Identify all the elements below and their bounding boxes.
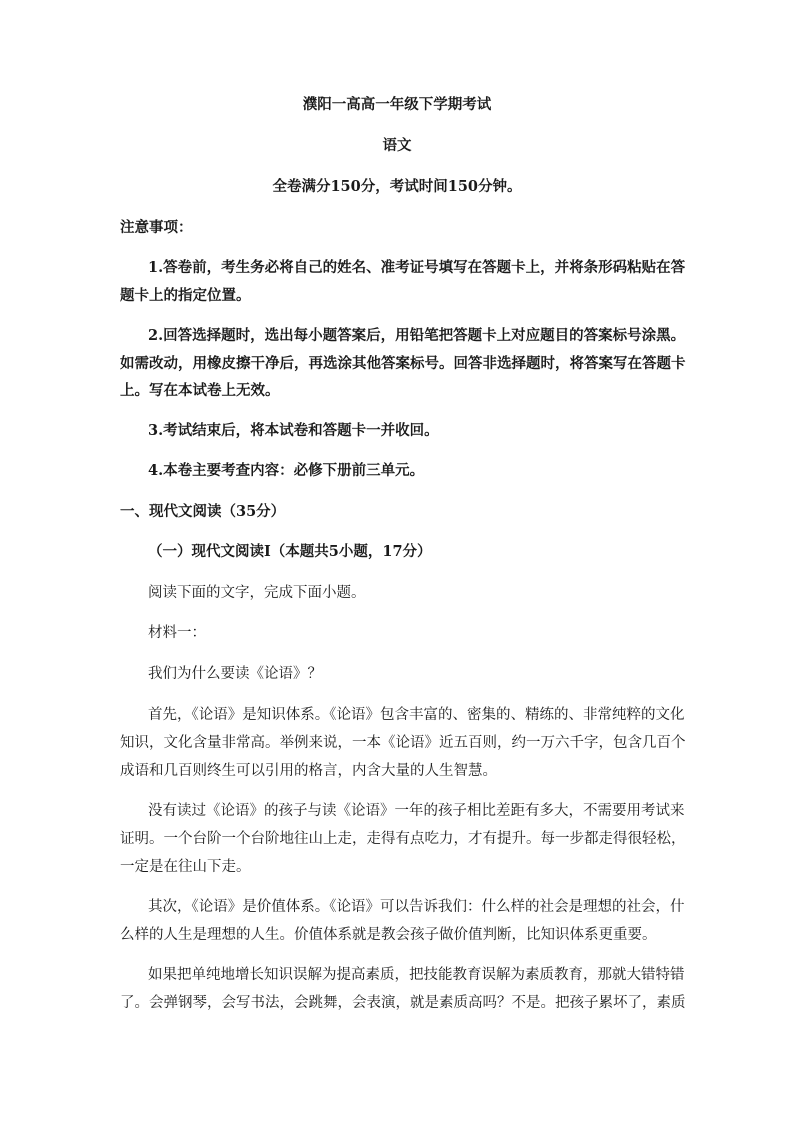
paragraph-4-line-1: 如果把单纯地增长知识误解为提高素质，把技能教育误解为素质教育，那就大错特错 [148,967,685,983]
notice-heading: 注意事项： [120,219,193,236]
paragraph-3-line-2: 么样的人生是理想的人生。价值体系就是教会孩子做价值判断，比知识体系更重要。 [120,927,657,943]
paragraph-4-line-2: 了。会弹钢琴，会写书法，会跳舞，会表演，就是素质高吗？不是。把孩子累坏了，素质 [120,995,686,1011]
exam-info: 全卷满分150分，考试时间150分钟。 [272,178,522,195]
notice-item-3: 3.考试结束后，将本试卷和答题卡一并收回。 [148,422,439,439]
notice-item-4: 4.本卷主要考查内容：必修下册前三单元。 [148,462,425,479]
paragraph-2-line-1: 没有读过《论语》的孩子与读《论语》一年的孩子相比差距有多大，不需要用考试来 [148,803,685,819]
paragraph-2-line-3: 一定是在往山下走。 [120,859,251,875]
subject-title: 语文 [382,137,412,154]
material-question: 我们为什么要读《论语》？ [148,666,322,682]
notice-item-1-line-1: 1.答卷前，考生务必将自己的姓名、准考证号填写在答题卡上，并将条形码粘贴在答 [148,259,686,276]
material-label: 材料一： [148,625,206,641]
notice-item-2-line-3: 上。写在本试卷上无效。 [120,382,280,399]
notice-item-1-line-2: 题卡上的指定位置。 [120,287,251,304]
section-heading: 一、现代文阅读（35分） [120,503,286,520]
paragraph-2-line-2: 证明。一个台阶一个台阶地往山上走，走得有点吃力，才有提升。每一步都走得很轻松， [120,831,686,847]
paragraph-1-line-2: 知识，文化含量非常高。举例来说，一本《论语》近五百则，约一万六千字，包含几百个 [120,735,686,751]
paragraph-1-line-3: 成语和几百则终生可以引用的格言，内含大量的人生智慧。 [120,763,497,779]
paragraph-1-line-1: 首先，《论语》是知识体系。《论语》包含丰富的、密集的、精练的、非常纯粹的文化 [148,707,685,723]
notice-item-2-line-2: 如需改动，用橡皮擦干净后，再选涂其他答案标号。回答非选择题时，将答案写在答题卡 [120,355,686,372]
paragraph-3-line-1: 其次，《论语》是价值体系。《论语》可以告诉我们：什么样的社会是理想的社会，什 [148,899,685,915]
exam-title: 濮阳一高高一年级下学期考试 [302,96,492,113]
subsection-heading: （一）现代文阅读Ⅰ（本题共5小题，17分） [148,543,432,560]
notice-item-2-line-1: 2.回答选择题时，选出每小题答案后，用铅笔把答题卡上对应题目的答案标号涂黑。 [148,327,686,344]
reading-instruction: 阅读下面的文字，完成下面小题。 [148,585,366,601]
